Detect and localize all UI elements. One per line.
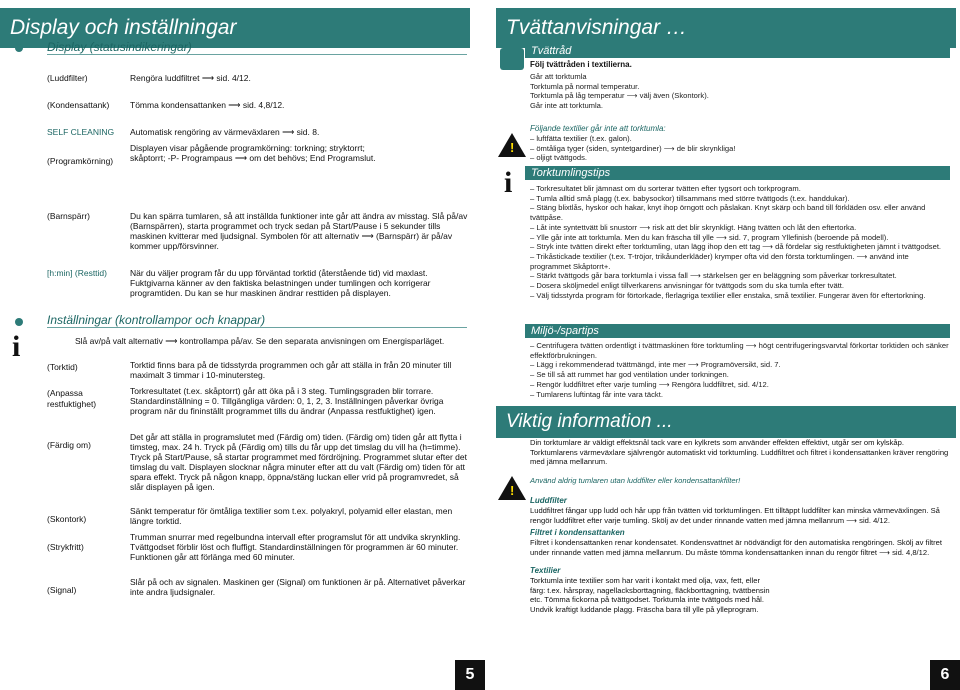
- list-item: Går inte att torktumla.: [530, 101, 604, 111]
- setting-text: Det går att ställa in programslutet med (Färdig om) tiden. (Färdig om) tiden går att flytta i timsteg, max. 24 h. Tryck på (Färdig om) tills du får upp det timslag du vill ha (h=timme). Tryck på Start/Pause, så startar programmet med fördröjning. Programmet slutar efter det timslag du valt. Displayen slocknar några minuter efter att du valt (Färdig om) tiden för att spara effekt. Tryck på någon knapp, öppna/stäng luckan eller vrid på programvredet, så slår displayen på igen.: [130, 432, 467, 492]
- setting-label: (Skontork): [47, 514, 87, 524]
- viktig-text: Din torktumlare är väldigt effektsnål tack vare en kylkrets som använder effekten effektivt, utgår ser om kylskåp. Torktumlarens värmeväxlare självrengör automatiskt vid torktumling. Luddfiltret och filtret i kondensattanken kräver rengöring med jämna mellanrum.: [530, 438, 949, 467]
- list-item: Torktumla på normal temperatur.: [530, 81, 640, 91]
- list-item: – oljigt tvättgods.: [530, 153, 587, 163]
- list-item: – Tumlarens luftintag får inte vara täckt.: [530, 389, 663, 399]
- list-item: – luftfätta textilier (t.ex. galon).: [530, 134, 632, 143]
- tvattrad-sub: Följ tvättråden i textilierna.: [530, 60, 632, 69]
- setting-label: (Strykfritt): [47, 542, 84, 552]
- row-label: SELF CLEANING: [47, 127, 115, 137]
- list-item: – Torkresultatet blir jämnast om du sorterar tvätten efter tygsort och torkprogram.: [530, 184, 801, 193]
- list-item: – Se till så att rummet har god ventilation under torkningen.: [530, 370, 729, 380]
- notdry-intro: Följande textilier går inte att torktumla:: [530, 124, 666, 133]
- list-item: – Centrifugera tvätten ordentligt i tvättmaskinen före torktumling ⟶ högt centrifugeringsvarvtal förkortar torktiden och sänker effektförbrukningen.: [530, 341, 949, 360]
- row-text: Automatisk rengöring av värmeväxlaren ⟶ sid. 8.: [130, 127, 320, 137]
- right-page: [482, 0, 960, 690]
- list-item: – Dosera sköljmedel enligt tillverkarens anvisningar för tvättgods som du ska tumla efter tvätt.: [530, 281, 845, 291]
- section-bullet: [15, 44, 23, 52]
- info-icon: i: [12, 330, 21, 363]
- setting-label: (Färdig om): [47, 440, 91, 450]
- settings-intro: Slå av/på valt alternativ ⟶ kontrollampa på/av. Se den separata anvisningen om Energisparläget.: [75, 336, 445, 346]
- setting-label: (Signal): [47, 585, 77, 595]
- setting-text: Torkresultatet (t.ex. skåptorrt) går att öka på i 3 steg. Tumlingsgraden blir torrare. Standardinställning = 0. Tillgängliga värden: 0, 1, 2, 3. Inställningen påverkar övriga program när du fininställt programmet tills du ändrar (Anpassa restfuktighet) igen.: [130, 386, 444, 416]
- row-label: [h:min] (Resttid): [47, 268, 107, 278]
- setting-text: Slår på och av signalen. Maskinen ger (Signal) om funktionen är på. Alternativet påverkar inte andra ljudsignaler.: [130, 577, 466, 597]
- list-item: – Lägg i rekommenderad tvättmängd, inte mer ⟶ Programöversikt, sid. 7.: [530, 360, 781, 370]
- row-label: (Kondensattank): [47, 100, 110, 110]
- list-item: – Rengör luddfiltret efter varje tumling ⟶ Rengöra luddfiltret, sid. 4/12.: [530, 379, 769, 389]
- list-item: – Stäng blixtlås, hyskor och hakar, knyt ihop örngott och påslakan. Knyt skärp och band till förkläden osv. eller använd tvättpåse.: [530, 203, 926, 223]
- info-icon: i: [504, 166, 513, 199]
- row-label: (Barnspärr): [47, 211, 90, 221]
- row-text: Tömma kondensattanken ⟶ sid. 4,8/12.: [130, 100, 285, 110]
- filtret-title: Filtret i kondensattanken: [530, 528, 625, 537]
- tvattrad-list: [530, 72, 950, 111]
- shirt-icon: [500, 48, 524, 70]
- row-text: När du väljer program får du upp förväntad torktid (återstående tid) vid maxlast. Fuktgivarna känner av den faktiska belastningen under tumlingen och korrigerar programtiden. Du kan se hur maskinen ändrar resttiden på displayen.: [130, 268, 431, 298]
- ludd-title: Luddfilter: [530, 496, 567, 505]
- page-title-right: Tvättanvisningar …: [496, 8, 956, 48]
- row-label: (Programkörning): [47, 156, 114, 166]
- warning-icon: !: [498, 133, 526, 157]
- list-item: Torktumla på låg temperatur ⟶ välj även (Skontork).: [530, 91, 709, 101]
- list-item: – Stärkt tvättgods går bara torktumla i vissa fall ⟶ stärkelsen ger en beläggning som påverkar torkresultatet.: [530, 271, 897, 281]
- miljo-list: [530, 341, 950, 399]
- list-item: – Välj tidsstyrda program för förtorkade, flerlagriga textilier eller enstaka, små textilier. Fungerar även för eftertorkning.: [530, 290, 926, 300]
- tips-list: [530, 184, 950, 300]
- section-tvattrad: Tvättråd: [525, 44, 950, 58]
- ludd-text: Luddfiltret fångar upp ludd och hår upp från tvätten vid torktumlingen. Ett tilltäppt luddfilter kan minska värmeväxlingen. Så rengör luddfiltret efter varje tumling. Skölj av det under rinnande vatten med jämna mellanrum ⟶ sid. 4/12.: [530, 506, 940, 525]
- row-text: Rengöra luddfiltret ⟶ sid. 4/12.: [130, 73, 251, 83]
- setting-text: Trumman snurrar med regelbundna intervall efter programslut för att undvika skrynkling. Tvättgodset förblir löst och fluffigt. Standardinställningen för programmen är 60 minuter. Funktionen går att förlänga med 60 minuter.: [130, 532, 461, 562]
- page-number: 5: [455, 660, 485, 690]
- section-title-settings: Inställningar (kontrollampor och knappar): [47, 313, 467, 328]
- notdry-list: [530, 134, 950, 163]
- row-text: Displayen visar pågående programkörning: torkning; stryktorrt; skåptorrt; -P- Programpaus ⟶ om det behövs; End Programslut.: [130, 143, 376, 163]
- list-item: – Trikåstickade textilier (t.ex. T-tröjor, trikåunderkläder) krymper ofta vid den första torktumlingen. ⟶ använd inte programmet Skåptorrt+.: [530, 251, 909, 271]
- filtret-text: Filtret i kondensattanken renar kondensatet. Kondensvattnet är nödvändigt för den automatiska rengöringen. Skölj av filtret under rinnande vatten med jämna mellanrum. Du måste tömma kondensattanken innan du rengör filtret ⟶ sid. 4,8/12.: [530, 538, 942, 557]
- page-title-left: Display och inställningar: [0, 8, 470, 48]
- setting-text: Sänkt temperatur för ömtåliga textilier som t.ex. polyakryl, polyamid eller elastan, men längre torktid.: [130, 506, 453, 526]
- viktig-title: Viktig information ...: [496, 406, 956, 438]
- section-tips: Torktumlingstips: [525, 166, 950, 180]
- textilier-text: Torktumla inte textilier som har varit i kontakt med olja, vax, fett, eller färg: t.ex. hårspray, nagellacksborttagning, fläckborttagning, tvättbensin etc. Tömma fickorna på tvättgodset. Torktumla inte tvättgods med hål. Undvik kraftigt luddande plagg. Fräscha bara till ylle på ylleprogram.: [530, 576, 770, 615]
- warning-icon: !: [498, 476, 526, 500]
- row-text: Du kan spärra tumlaren, så att inställda funktioner inte går att ändra av misstag. Slå på/av (Barnspärren), starta programmet och tryck sedan på Start/Pause i 5 sekunder tills maskinen kvitterar med ljudsignal. Symbolen för att alternativ ⟶ (Barnspärr) är på/av kommer upp/försvinner.: [130, 211, 468, 251]
- section-miljo: Miljö-/spartips: [525, 324, 950, 338]
- setting-label: (Torktid): [47, 362, 78, 372]
- list-item: Går att torktumla: [530, 72, 587, 81]
- list-item: – Tumla alltid små plagg (t.ex. babysockor) tillsammans med större tvättgods (t.ex. handdukar).: [530, 193, 850, 203]
- section-title-display: Display (statusindikeringar): [47, 40, 467, 55]
- list-item: – Låt inte syntettvätt bli snustorr ⟶ risk att det blir skrynkligt. Häng tvätten och låt den eftertorka.: [530, 222, 857, 232]
- list-item: – Ylle går inte att torktumla. Men du kan fräscha till ylle ⟶ sid. 7, program Yllefinish (beroende på modell).: [530, 232, 889, 242]
- section-bullet: [15, 318, 23, 326]
- list-item: – Stryk inte tvätten direkt efter torktumling, utan lägg ihop den ett tag ⟶ då fördelar sig restfuktigheten jämnt i tvättgodset.: [530, 242, 942, 252]
- textilier-title: Textilier: [530, 566, 561, 575]
- setting-label: (Anpassa restfuktighet): [47, 388, 97, 409]
- left-page: [0, 0, 478, 690]
- viktig-italic: Använd aldrig tumlaren utan luddfilter eller kondensattankfilter!: [530, 476, 741, 485]
- list-item: – ömtåliga tyger (siden, syntetgardiner) ⟶ de blir skrynkliga!: [530, 143, 736, 153]
- row-label: (Luddfilter): [47, 73, 88, 83]
- setting-text: Torktid finns bara på de tidsstyrda programmen och går att ställa in från 20 minuter till maximalt 3 timmar i 10-minutersteg.: [130, 360, 452, 380]
- page-number: 6: [930, 660, 960, 690]
